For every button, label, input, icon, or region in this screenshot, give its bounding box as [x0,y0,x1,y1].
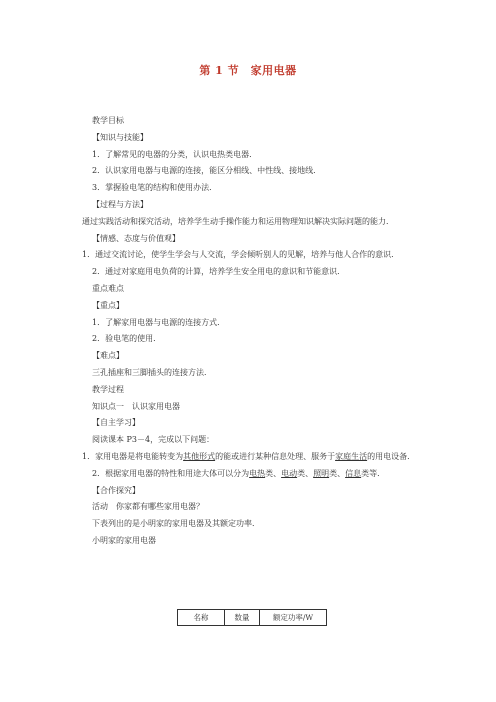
list-item: 1．了解家用电器与电源的连接方式． [92,317,226,327]
document-body [82,113,424,550]
question-text: 1．家用电器是将电能转变为 [82,451,184,461]
table-header-cell: 数量 [225,610,260,626]
subheading: 【重点】 [92,300,124,310]
paragraph: 通过实践活动和探究活动，培养学生动手操作能力和运用物理知识解决实际问题的能力． [82,216,394,226]
table-caption: 小明家的家用电器 [92,535,156,545]
list-item: 2．认识家用电器与电源的连接，能区分相线、中性线、接地线． [92,166,322,176]
page-title: 第 1 节 家用电器 [199,64,297,77]
list-item: 1．了解常见的电器的分类，认识电热类电器． [92,149,258,159]
paragraph: 阅读课本 P3－4，完成以下问题： [92,435,215,445]
answer-blank: 信息 [345,468,362,478]
section-heading: 重点难点 [92,283,124,293]
table-header-row [178,610,327,626]
question-text: 类、 [329,468,346,478]
section-heading: 教学过程 [92,384,124,394]
subheading: 【知识与技能】 [92,132,148,142]
question-text: 的能或进行某种信息处理、服务于 [215,451,336,461]
question-text: 类等． [361,468,386,478]
list-item: 1．通过交流讨论，使学生学会与人交流，学会倾听别人的见解，培养与他人合作的意识． [82,250,400,260]
table-header-cell: 额定功率/W [260,610,327,626]
subheading: 【过程与方法】 [92,199,148,209]
answer-blank: 电动 [281,468,298,478]
answer-blank: 家庭生活 [335,451,368,461]
paragraph: 三孔插座和三脚插头的连接方法． [92,367,212,377]
list-item: 2．通过对家庭用电负荷的计算，培养学生安全用电的意识和节能意识． [92,267,346,277]
answer-blank: 电热 [249,468,266,478]
knowledge-point-heading: 知识点一 认识家用电器 [92,401,180,411]
section-heading: 教学目标 [92,116,124,125]
paragraph: 下表列出的是小明家的家用电器及其额定功率． [92,519,260,529]
subheading: 【难点】 [92,351,124,361]
table-header-cell: 名称 [178,610,225,626]
subheading: 【合作探究】 [92,485,140,495]
activity-line: 活动 你家都有哪些家用电器？ [92,502,204,512]
table [177,609,327,626]
subheading: 【情感、态度与价值观】 [92,233,180,243]
subheading: 【自主学习】 [92,418,140,428]
answer-blank: 其他形式 [183,451,216,461]
question-text: 的用电设备． [367,451,416,461]
question-2 [92,466,424,483]
list-item: 2．验电笔的使用． [92,334,162,344]
question-text: 类、 [265,468,282,478]
answer-blank: 照明 [313,468,330,478]
question-text: 2．根据家用电器的特性和用途大体可以分为 [92,468,250,478]
question-1 [80,449,424,466]
appliance-table [177,609,327,626]
question-text: 类、 [297,468,314,478]
list-item: 3．掌握验电笔的结构和使用办法． [92,183,218,193]
